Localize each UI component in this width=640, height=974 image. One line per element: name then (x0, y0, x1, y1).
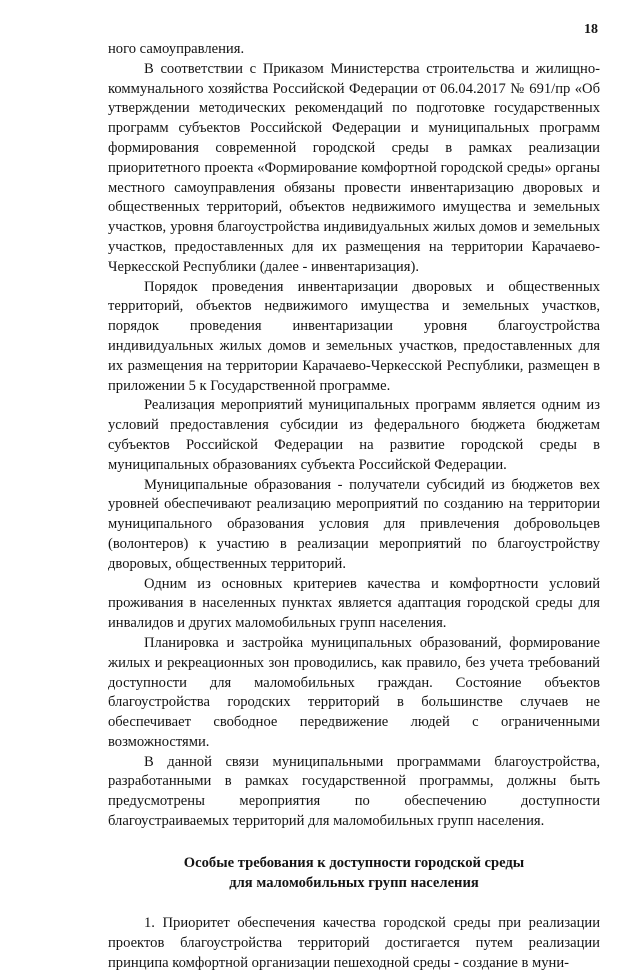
paragraph-volunteers: Муниципальные образования - получатели субсидий из бюджетов вех уровней обеспечивают реализацию мероприятий по созданию на территории муниципального образования условия для привлечения добровольцев (волонтеров) к участию в реализации мероприятий по благоустройству дворовых, общественных территорий. (108, 476, 600, 572)
paragraph-inventory-procedure: Порядок проведения инвентаризации дворовых и общественных территорий, объектов недвижимого имущества и земельных участков, порядок проведения инвентаризации уровня благоустройства индивидуальных жилых домов и земельных участков, предоставленных для их размещения на территории Карачаево-Черкесской Республики, размещен в приложении 5 к Государственной программе. (108, 278, 600, 394)
paragraph-planning: Планировка и застройка муниципальных образований, формирование жилых и рекреационных зон проводились, как правило, без учета требований доступности для маломобильных граждан. Состояние объектов благоустройства городских территорий в большинстве случаев не обеспечивает свободное передвижение людей с ограниченными возможностями. (108, 634, 600, 750)
section-heading (108, 854, 600, 894)
document-body (108, 40, 600, 974)
paragraph-priority: 1. Приоритет обеспечения качества городской среды при реализации проектов благоустройства территорий достигается путем реализации принципа комфортной организации пешеходной среды - создание в муни- (108, 915, 600, 972)
section-heading-line-2: для маломобильных групп населения (229, 874, 479, 891)
paragraph-order-reference: В соответствии с Приказом Министерства строительства и жилищно-коммунального хозяйства Российской Федерации от 06.04.2017 № 691/пр «Об утверждении методических рекомендаций по подготовке государственных программ субъектов Российской Федерации и муниципальных программ формирования современной городской среды в рамках реализации приоритетного проекта «Формирование комфортной городской среды» органы местного самоуправления обязаны провести инвентаризацию дворовых и общественных территорий, объектов недвижимого имущества и земельных участков, уровня благоустройства индивидуальных жилых домов и земельных участков, предоставленных для их размещения на территории Карачаево-Черкесской Республики (далее - инвентаризация). (108, 60, 600, 275)
page-number: 18 (584, 22, 598, 37)
paragraph-programs: В данной связи муниципальными программами благоустройства, разработанными в рамках государственной программы, должны быть предусмотрены мероприятия по обеспечению доступности благоустраиваемых территорий для маломобильных групп населения. (108, 753, 600, 830)
paragraph-subsidy-condition: Реализация мероприятий муниципальных программ является одним из условий предоставления субсидии из федерального бюджета бюджетам субъектов Российской Федерации на развитие городской среды в муниципальных образованиях субъекта Российской Федерации. (108, 397, 600, 473)
paragraph-continuation: ного самоуправления. (108, 41, 245, 57)
section-heading-line-1: Особые требования к доступности городской среды (183, 854, 525, 871)
paragraph-accessibility-criteria: Одним из основных критериев качества и комфортности условий проживания в населенных пунктах является адаптация городской среды для инвалидов и других маломобильных групп населения. (108, 575, 600, 632)
